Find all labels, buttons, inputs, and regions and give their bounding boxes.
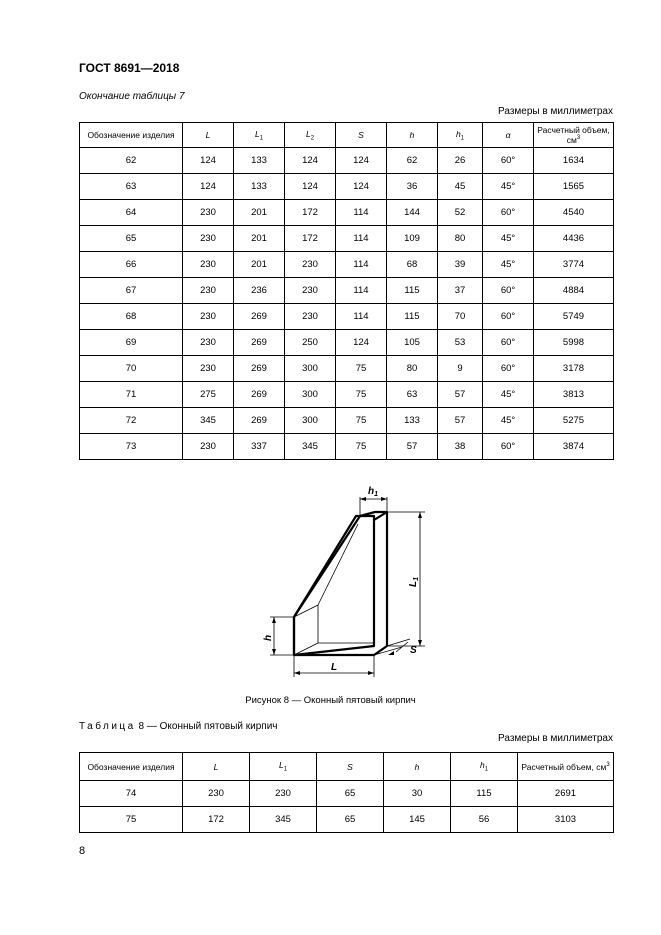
table-cell: 3813 [534,382,614,408]
col-header-S-text: S [358,130,364,140]
table-cell: 109 [387,226,438,252]
table-cell: 201 [234,226,285,252]
table-cell: 230 [285,278,336,304]
table-cell: 45° [483,226,534,252]
table-cell: 300 [285,382,336,408]
col-header-volume-sup: 3 [576,135,581,142]
table-cell: 57 [438,382,483,408]
table-cell: 269 [234,304,285,330]
table-cell: 3103 [518,807,614,833]
label-L1 [408,577,420,587]
table-cell: 60° [483,200,534,226]
col-header-L-text: L [213,761,219,772]
table-cell: 65 [317,781,384,807]
table-cell: 124 [336,174,387,200]
table-cell: 114 [336,226,387,252]
col-header-h [387,123,438,148]
table-cell: 133 [387,408,438,434]
col-header-alpha-text: α [505,130,511,140]
table-cell: 30 [384,781,451,807]
label-L1-sub: 1 [413,576,420,581]
table-cell: 114 [336,252,387,278]
label-L: L [331,662,338,673]
col-header-h1 [451,753,518,781]
table-cell: 124 [285,174,336,200]
table-row [80,408,614,434]
col-header-alpha [483,123,534,148]
table-cell: 172 [285,226,336,252]
table-cell: 114 [336,304,387,330]
table-cell: 5275 [534,408,614,434]
table-cell: 269 [234,382,285,408]
table-cell: 345 [183,408,234,434]
table-cell: 60° [483,148,534,174]
table-row [80,148,614,174]
col-header-L1-base: L [278,760,284,771]
table-cell: 56 [451,807,518,833]
table-cell: 68 [80,304,183,330]
table-cell: 60° [483,434,534,460]
table-row [80,252,614,278]
col-header-h1 [438,123,483,148]
table-cell: 201 [234,252,285,278]
table-cell: 3874 [534,434,614,460]
table-cell: 65 [80,226,183,252]
table-cell: 115 [387,278,438,304]
table-cell: 37 [438,278,483,304]
table-cell: 74 [80,781,183,807]
table-cell: 57 [387,434,438,460]
table-row [80,434,614,460]
table8-title [79,721,278,732]
col-header-L [183,753,250,781]
table-cell: 144 [387,200,438,226]
table-row [80,330,614,356]
table-cell: 124 [336,330,387,356]
col-header-h1-base: h [455,128,461,139]
table-cell: 172 [285,200,336,226]
table-cell: 275 [183,382,234,408]
table-cell: 72 [80,408,183,434]
brick-hidden-edges [294,524,374,655]
table-row [80,226,614,252]
table-cell: 300 [285,356,336,382]
table-cell: 67 [80,278,183,304]
brick-right-edge [374,512,387,520]
table-cell: 230 [183,356,234,382]
table-cell: 3178 [534,356,614,382]
col-header-designation: Обозначение изделия [80,753,183,781]
table-cell: 5998 [534,330,614,356]
brick-figure [260,479,440,679]
table-cell: 75 [336,408,387,434]
table7-continuation-label: Окончание таблицы 7 [79,91,185,102]
table-row [80,382,614,408]
table-row [80,781,614,807]
document-header: ГОСТ 8691—2018 [79,61,180,75]
table-cell: 60° [483,278,534,304]
table-cell: 1634 [534,148,614,174]
table-cell: 45 [438,174,483,200]
table-cell: 269 [234,408,285,434]
table-cell: 60° [483,356,534,382]
col-header-volume-base: Расчетный объем, см [537,125,610,145]
col-header-L1 [234,123,285,148]
table-row [80,174,614,200]
col-header-h1-sub: 1 [484,766,489,773]
table-cell: 124 [183,174,234,200]
table-cell: 230 [285,304,336,330]
label-h1-base: h [368,486,375,497]
table-cell: 114 [336,278,387,304]
table-cell: 230 [183,434,234,460]
label-h: h [263,634,274,641]
table-cell: 230 [183,200,234,226]
table-cell: 45° [483,252,534,278]
table-cell: 345 [250,807,317,833]
table-cell: 133 [234,148,285,174]
table-cell: 3774 [534,252,614,278]
table-cell: 230 [285,252,336,278]
table8-title-rest: 8 — Оконный пятовый кирпич [135,721,278,732]
table-cell: 145 [384,807,451,833]
table-8 [79,752,614,833]
table-cell: 62 [387,148,438,174]
table-cell: 1565 [534,174,614,200]
table-cell: 75 [336,434,387,460]
table-cell: 75 [80,807,183,833]
table8-units: Размеры в миллиметрах [498,733,613,744]
table-cell: 337 [234,434,285,460]
table-cell: 52 [438,200,483,226]
table-cell: 230 [183,252,234,278]
table-cell: 269 [234,330,285,356]
page-number: 8 [79,845,86,857]
table-row [80,807,614,833]
col-header-L2-base: L [305,128,311,139]
table8-header-row [80,753,614,781]
table-cell: 250 [285,330,336,356]
table-cell: 230 [183,278,234,304]
table-cell: 124 [183,148,234,174]
table-cell: 5749 [534,304,614,330]
table-cell: 172 [183,807,250,833]
table8-title-word: Таблица [79,721,136,732]
col-header-volume-sup: 3 [606,761,610,768]
table-cell: 124 [336,148,387,174]
table-7 [79,122,614,460]
table-cell: 75 [336,356,387,382]
table-cell: 105 [387,330,438,356]
label-h1-sub: 1 [374,491,379,498]
table-cell: 38 [438,434,483,460]
table-cell: 64 [80,200,183,226]
table-cell: 114 [336,200,387,226]
dim-S-arrows [388,651,394,655]
col-header-S-text: S [347,761,353,772]
table-cell: 201 [234,200,285,226]
brick-front-edges [294,516,374,655]
col-header-L-text: L [205,130,211,140]
table-cell: 69 [80,330,183,356]
table-cell: 70 [438,304,483,330]
table-cell: 230 [250,781,317,807]
table-cell: 63 [387,382,438,408]
table-cell: 115 [451,781,518,807]
table-cell: 300 [285,408,336,434]
table-cell: 57 [438,408,483,434]
table-row [80,356,614,382]
brick-drawing [270,497,425,677]
table-cell: 70 [80,356,183,382]
table-cell: 60° [483,330,534,356]
table7-header-row [80,123,614,148]
col-header-h [384,753,451,781]
table-row [80,200,614,226]
col-header-h1-base: h [479,760,485,771]
table-cell: 45° [483,408,534,434]
table-cell: 53 [438,330,483,356]
table-cell: 345 [285,434,336,460]
col-header-L1-base: L [254,128,260,139]
table-cell: 4436 [534,226,614,252]
table-cell: 80 [438,226,483,252]
table-cell: 26 [438,148,483,174]
table-cell: 115 [387,304,438,330]
table-cell: 4540 [534,200,614,226]
table-cell: 65 [317,807,384,833]
table-cell: 80 [387,356,438,382]
col-header-L1-sub: 1 [283,766,288,773]
table-row [80,278,614,304]
table-cell: 39 [438,252,483,278]
table-cell: 45° [483,382,534,408]
table-cell: 45° [483,174,534,200]
col-header-L1 [250,753,317,781]
table-cell: 66 [80,252,183,278]
label-h1 [368,486,378,498]
col-header-L2-sub: 2 [310,135,315,142]
col-header-h-text: h [409,130,415,140]
col-header-volume [534,123,614,148]
table7-units: Размеры в миллиметрах [498,106,613,117]
col-header-designation: Обозначение изделия [80,123,183,148]
table-cell: 71 [80,382,183,408]
table-cell: 9 [438,356,483,382]
col-header-volume-base: Расчетный объем, см [521,761,607,772]
table-cell: 2691 [518,781,614,807]
table-cell: 230 [183,226,234,252]
label-S: S [410,645,417,656]
col-header-h1-sub: 1 [460,135,465,142]
table-cell: 68 [387,252,438,278]
table-cell: 4884 [534,278,614,304]
col-header-volume [518,753,614,781]
table-cell: 230 [183,304,234,330]
col-header-h-text: h [414,761,420,772]
table-cell: 269 [234,356,285,382]
label-L1-base: L [408,580,419,587]
table-cell: 236 [234,278,285,304]
table-cell: 60° [483,304,534,330]
table-cell: 73 [80,434,183,460]
table-cell: 75 [336,382,387,408]
col-header-L1-sub: 1 [259,135,264,142]
table-cell: 230 [183,781,250,807]
table-cell: 63 [80,174,183,200]
col-header-S [336,123,387,148]
table-cell: 124 [285,148,336,174]
col-header-L [183,123,234,148]
table-cell: 36 [387,174,438,200]
table-cell: 230 [183,330,234,356]
col-header-S [317,753,384,781]
col-header-L2 [285,123,336,148]
table-cell: 133 [234,174,285,200]
table-row [80,304,614,330]
figure-caption: Рисунок 8 — Оконный пятовый кирпич [245,695,416,706]
table-cell: 62 [80,148,183,174]
